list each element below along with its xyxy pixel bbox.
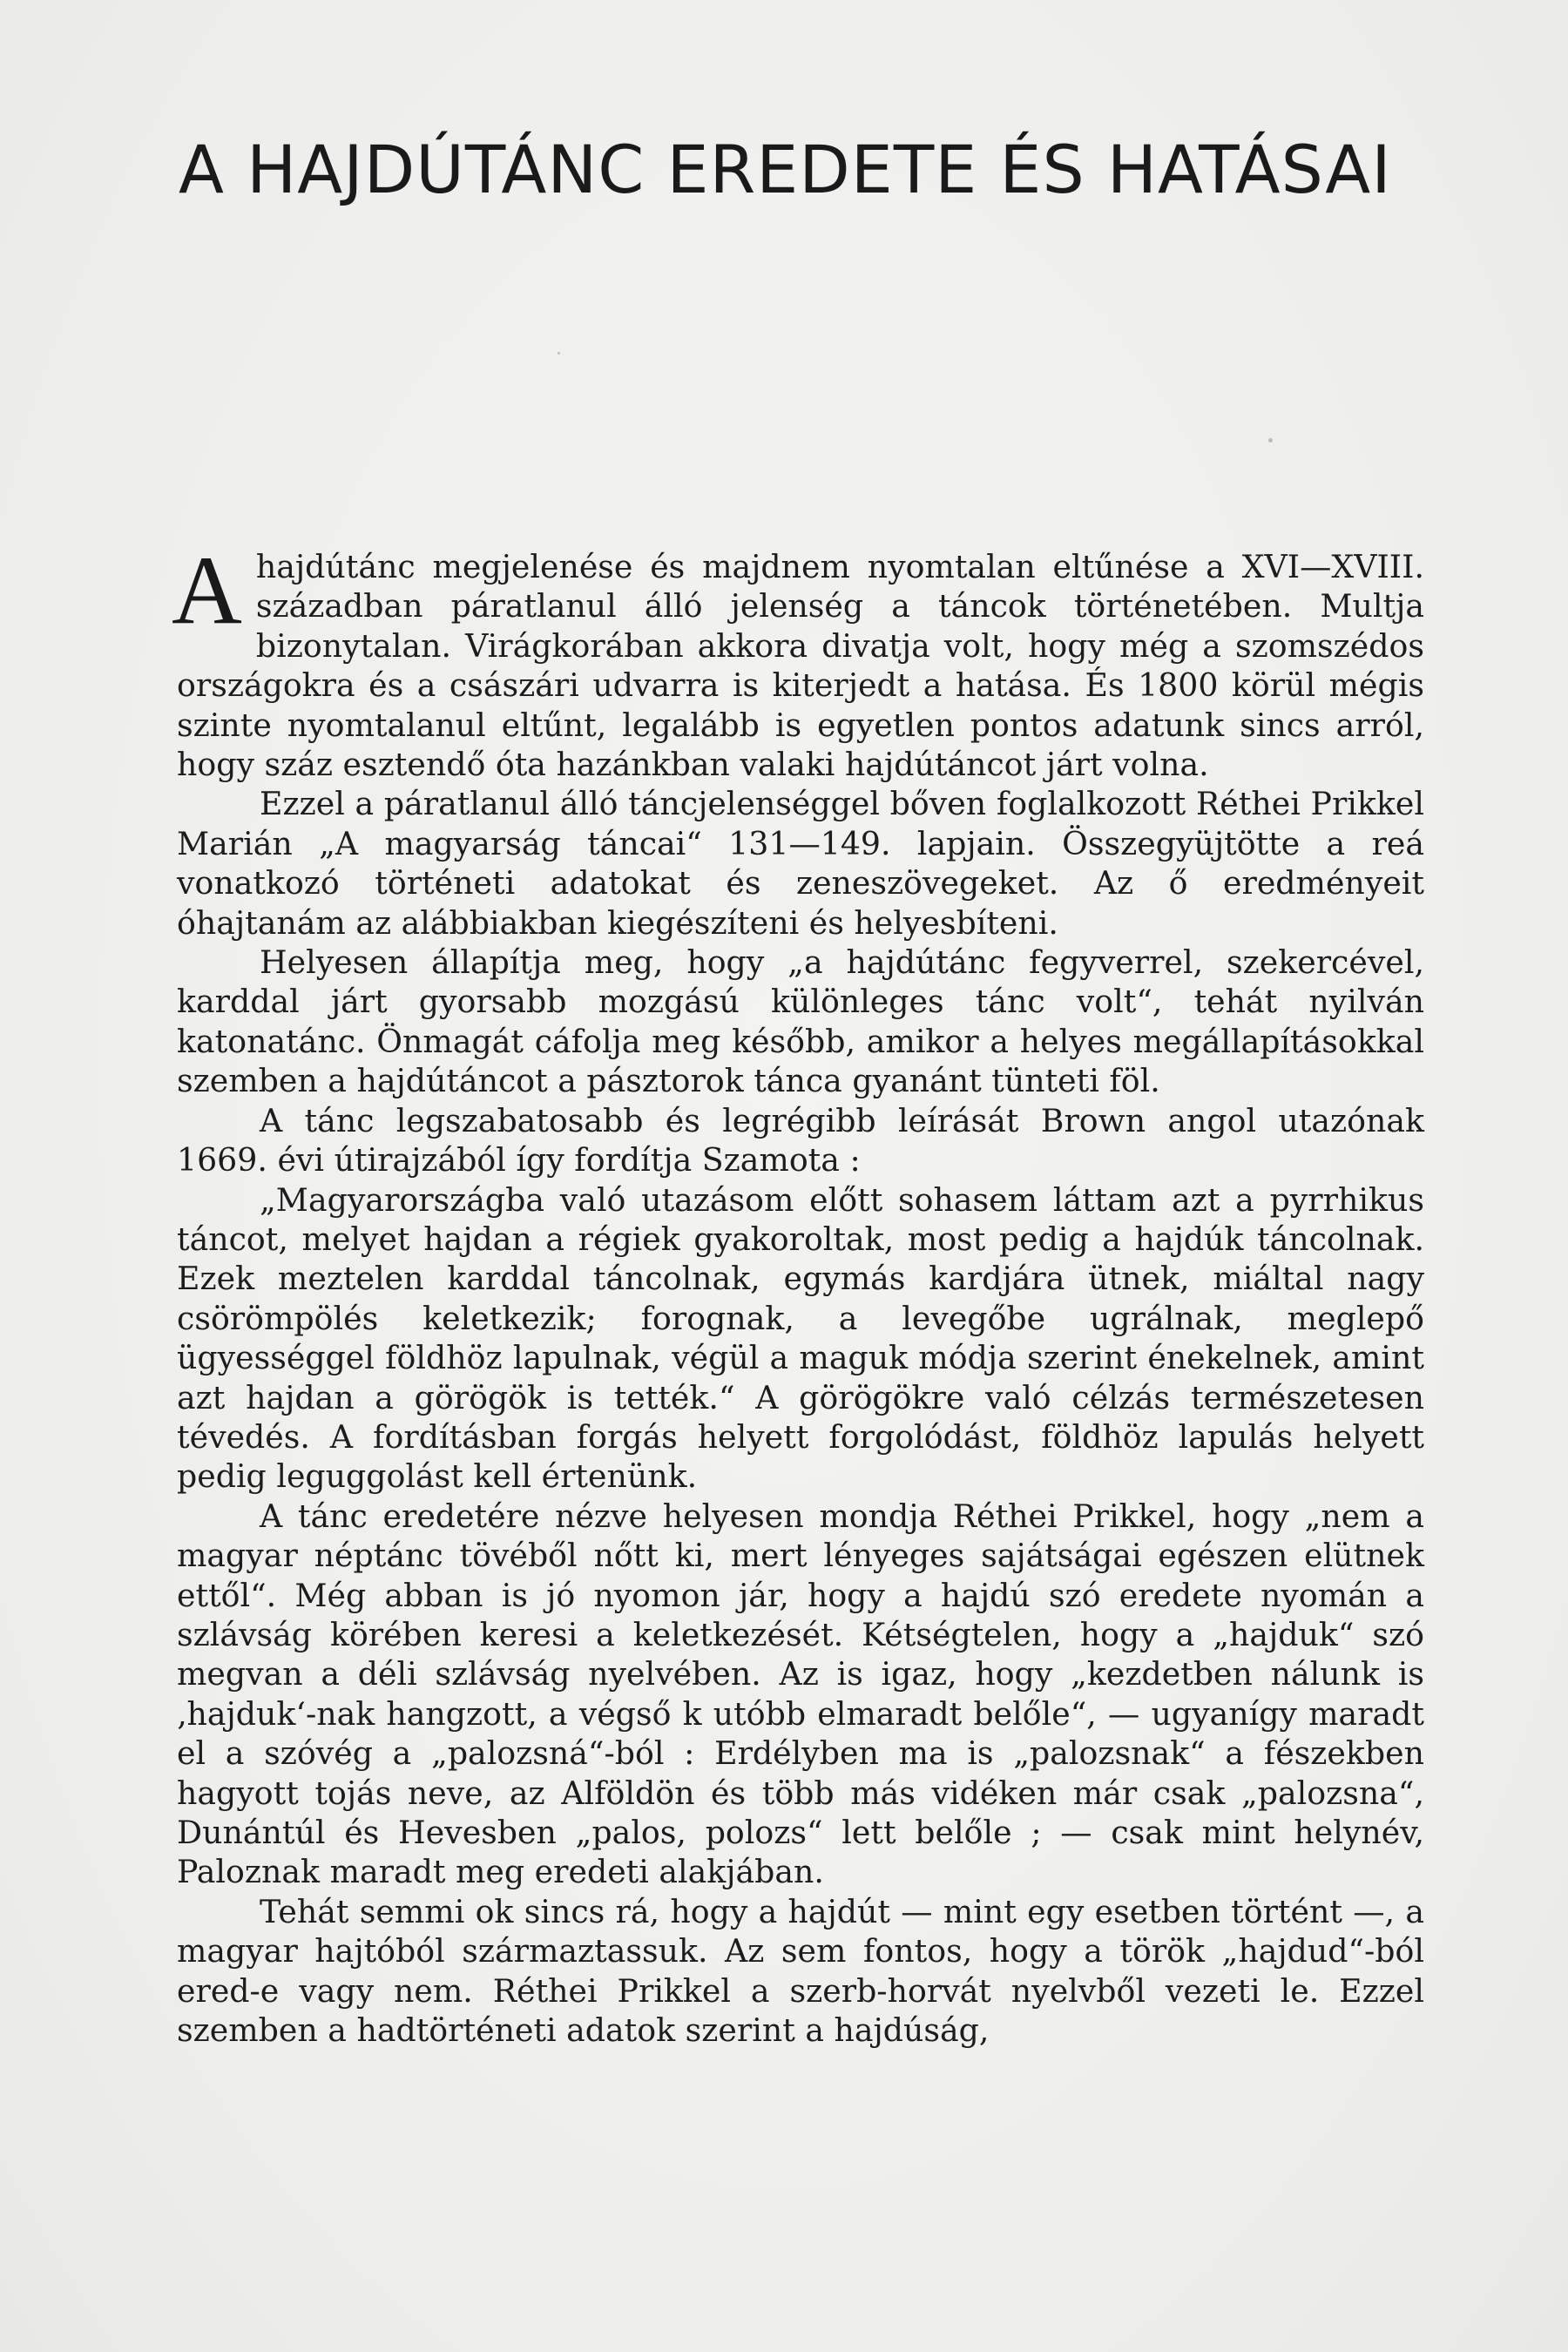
paper-speck <box>1268 438 1273 443</box>
paragraph-5-quote: „Magyarországba való utazásom előtt sohasem láttam azt a pyrrhikus táncot, melyet hajdan a régiek gyakoroltak, most pedig a hajdúk táncolnak. Ezek meztelen karddal táncolnak, egymás kardjára ütnek, miáltal nagy csörömpölés keletkezik; forognak, a levegőbe ugrálnak, meglepő ügyességgel földhöz lapulnak, végül a maguk módja szerint énekelnek, amint azt hajdan a görögök is tették.“ A görögökre való célzás természetesen tévedés. A fordításban forgás helyett forgolódást, földhöz lapulás helyett pedig leguggolást kell értenünk. <box>177 1180 1424 1496</box>
paragraph-1-text: hajdútánc megjelenése és majdnem nyomtalan eltűnése a XVI—XVIII. században páratlanul álló jelenség a táncok történetében. Multja bizonytalan. Virágkorában akkora divatja volt, hogy még a szomszédos országokra és a császári udvarra is kiterjedt a hatása. És 1800 körül mégis szinte nyomtalanul eltűnt, legalább is egyetlen pontos adatunk sincs arról, hogy száz esztendő óta hazánkban valaki hajdútáncot járt volna. <box>177 548 1424 784</box>
paragraph-7: Tehát semmi ok sincs rá, hogy a hajdút — mint egy esetben történt —, a magyar hajtóból származtassuk. Az sem fontos, hogy a török „hajdud“-ból ered-e vagy nem. Réthei Prikkel a szerb-horvát nyelvből vezeti le. Ezzel szemben a hadtörténeti adatok szerint a hajdúság, <box>177 1892 1424 2050</box>
paragraph-3: Helyesen állapítja meg, hogy „a hajdútánc fegyverrel, szekercével, karddal járt gyorsabb mozgású különleges tánc volt“, tehát nyilván katonatánc. Önmagát cáfolja meg később, amikor a helyes megállapításokkal szemben a hajdútáncot a pásztorok tánca gyanánt tünteti föl. <box>177 943 1424 1100</box>
paragraph-2: Ezzel a páratlanul álló táncjelenséggel bőven foglalkozott Réthei Prikkel Marián „A magyarság táncai“ 131—149. lapjain. Összegyüjtötte a reá vonatkozó történeti adatokat és zeneszövegeket. Az ő eredményeit óhajtanám az alábbiakban kiegészíteni és helyesbíteni. <box>177 785 1424 942</box>
dropcap: A <box>172 537 242 645</box>
paragraph-6: A tánc eredetére nézve helyesen mondja Réthei Prikkel, hogy „nem a magyar néptánc tövéből nőtt ki, mert lényeges sajátságai egészen elütnek ettől“. Még abban is jó nyomon jár, hogy a hajdú szó eredete nyomán a szlávság körében keresi a keletkezését. Kétségtelen, hogy a „hajduk“ szó megvan a déli szlávság nyelvében. Az is igaz, hogy „kezdetben nálunk is ‚hajduk‘-nak hangzott, a végső k utóbb elmaradt belőle“, — ugyanígy maradt el a szóvég a „palozsná“-ból : Erdélyben ma is „palozsnak“ a fészekben hagyott tojás neve, az Alföldön és több más vidéken már csak „palozsna“, Dunántúl és Hevesben „palos, polozs“ lett belőle ; — csak mint helynév, Paloznak maradt meg eredeti alakjában. <box>177 1497 1424 1891</box>
article-body <box>172 537 1424 2050</box>
paragraph-1 <box>172 537 1424 784</box>
paragraph-4: A tánc legszabatosabb és legrégibb leírását Brown angol utazónak 1669. évi útirajzából így fordítja Szamota : <box>177 1101 1424 1179</box>
paper-speck <box>558 352 560 355</box>
page-title: A HAJDÚTÁNC EREDETE ÉS HATÁSAI <box>179 131 1392 208</box>
